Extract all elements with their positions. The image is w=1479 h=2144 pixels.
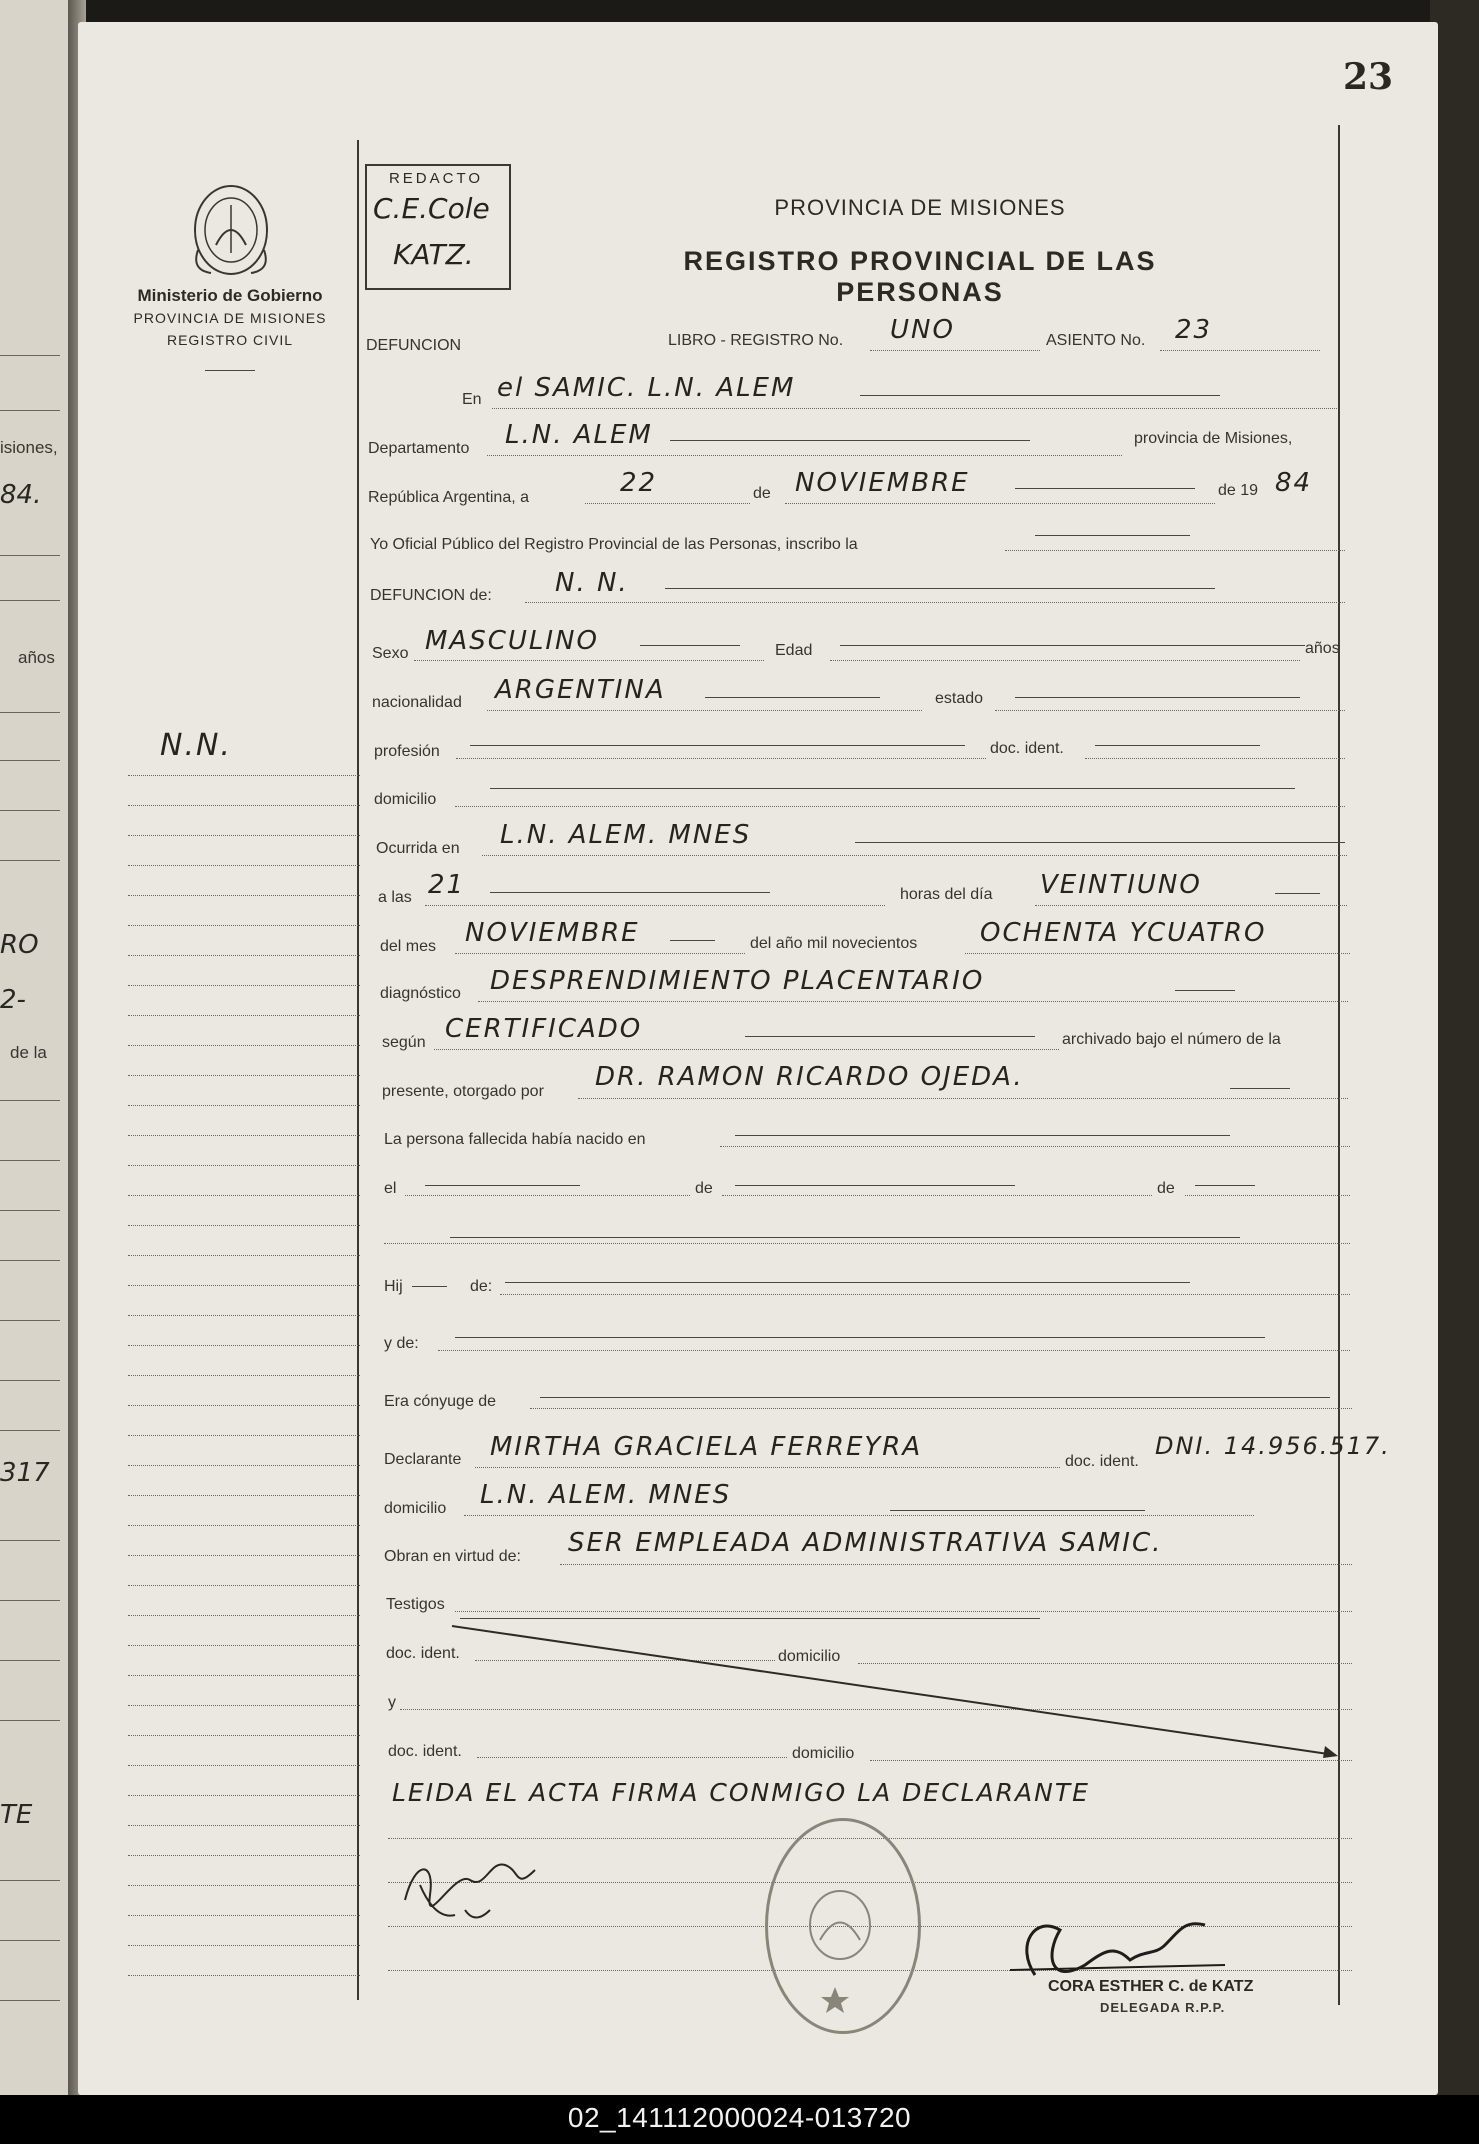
departamento-label: Departamento xyxy=(368,440,470,457)
delmes-value: NOVIEMBRE xyxy=(465,918,640,948)
asiento-value: 23 xyxy=(1175,315,1213,345)
declarante-label: Declarante xyxy=(384,1451,462,1468)
redacto-label: REDACTO xyxy=(388,170,484,187)
declarant-signature xyxy=(395,1840,545,1930)
anos-label: años xyxy=(1305,640,1340,657)
doc2-label: doc. ident. xyxy=(388,1743,462,1760)
left-page-fragment: 317 xyxy=(0,1458,50,1488)
provincia-label: provincia de Misiones, xyxy=(1134,430,1293,447)
segun-label: según xyxy=(382,1034,426,1051)
redacto-name: C.E.Cole xyxy=(373,192,490,225)
margin-name: N.N. xyxy=(160,728,232,763)
nacido-label: La persona fallecida había nacido en xyxy=(384,1131,646,1148)
anio-mil-label: del año mil novecientos xyxy=(750,935,918,952)
strike-line xyxy=(450,1620,1340,1760)
image-caption: 02_141112000024-013720 xyxy=(567,2102,912,2133)
horas-value: VEINTIUNO xyxy=(1040,870,1202,900)
left-page-fragment: isiones, xyxy=(0,438,58,457)
y-label: y xyxy=(388,1694,396,1711)
edad-label: Edad xyxy=(775,642,813,659)
nacionalidad-label: nacionalidad xyxy=(372,694,462,711)
left-page-fragment: 2- xyxy=(0,985,26,1015)
de2-label: de xyxy=(695,1180,713,1197)
hij-label: Hij xyxy=(384,1278,403,1295)
diagnostico-value: DESPRENDIMIENTO PLACENTARIO xyxy=(490,966,985,996)
segun-value: CERTIFICADO xyxy=(445,1014,643,1044)
obran-value: SER EMPLEADA ADMINISTRATIVA SAMIC. xyxy=(568,1528,1163,1558)
obran-label: Obran en virtud de: xyxy=(384,1548,521,1565)
ministry-heading xyxy=(105,285,355,351)
declarante-value: MIRTHA GRACIELA FERREYRA xyxy=(490,1432,923,1462)
deceased-name-value: N. N. xyxy=(555,568,629,598)
alas-label: a las xyxy=(378,889,412,906)
ministry-title: Ministerio de Gobierno xyxy=(137,286,323,305)
defuncion-de-label: DEFUNCION de: xyxy=(370,587,492,604)
redacto-name-2: KATZ. xyxy=(393,238,474,271)
nacionalidad-value: ARGENTINA xyxy=(495,675,666,705)
presente-label: presente, otorgado por xyxy=(382,1083,544,1100)
diagnostico-label: diagnóstico xyxy=(380,985,461,1002)
delmes-label: del mes xyxy=(380,938,437,955)
year-value: 84 xyxy=(1275,468,1313,498)
dom4-label: domicilio xyxy=(792,1745,855,1762)
de3-label: de xyxy=(1157,1180,1175,1197)
republica-label: República Argentina, a xyxy=(368,489,529,506)
domicilio-label: domicilio xyxy=(374,791,437,808)
hij-de-label: de: xyxy=(470,1278,493,1295)
ocurrida-value: L.N. ALEM. MNES xyxy=(500,820,752,850)
asiento-label: ASIENTO No. xyxy=(1046,332,1146,349)
previous-page xyxy=(0,0,78,2095)
departamento-value: L.N. ALEM xyxy=(505,420,653,450)
el-label: el xyxy=(384,1180,397,1197)
libro-label: LIBRO - REGISTRO No. xyxy=(668,332,844,349)
officer-title: DELEGADA R.P.P. xyxy=(1100,2000,1226,2015)
crest-icon xyxy=(186,175,276,280)
profesion-label: profesión xyxy=(374,743,440,760)
dom3-label: domicilio xyxy=(778,1648,841,1665)
ocurrida-label: Ocurrida en xyxy=(376,840,460,857)
doc1-label: doc. ident. xyxy=(386,1645,460,1662)
declarante-doc-value: DNI. 14.956.517. xyxy=(1155,1432,1391,1460)
domicilio2-label: domicilio xyxy=(384,1500,447,1517)
alas-value: 21 xyxy=(428,870,466,900)
sexo-value: MASCULINO xyxy=(425,626,599,656)
closing-sentence: LEIDA EL ACTA FIRMA CONMIGO LA DECLARANTE xyxy=(392,1778,1090,1807)
horas-label: horas del día xyxy=(900,886,993,903)
testigos-label: Testigos xyxy=(386,1596,445,1613)
libro-value: UNO xyxy=(890,315,955,345)
de19-label: de 19 xyxy=(1218,482,1259,499)
day-value: 22 xyxy=(620,468,658,498)
sexo-label: Sexo xyxy=(372,645,409,662)
declarante-doc-label: doc. ident. xyxy=(1065,1453,1139,1470)
domicilio2-value: L.N. ALEM. MNES xyxy=(480,1480,732,1510)
left-page-fragment: 84. xyxy=(0,480,42,510)
yde-label: y de: xyxy=(384,1335,419,1352)
left-page-fragment: de la xyxy=(10,1043,47,1062)
page-number: 23 xyxy=(1343,56,1394,98)
stamp-star-icon xyxy=(820,1985,850,2015)
stamp-crest-icon xyxy=(795,1885,885,1965)
registry-title: REGISTRO PROVINCIAL DE LAS PERSONAS xyxy=(683,246,1157,307)
ministry-province: PROVINCIA DE MISIONES xyxy=(133,310,327,326)
doc-ident-label: doc. ident. xyxy=(990,740,1064,757)
province-title: PROVINCIA DE MISIONES xyxy=(774,195,1066,220)
de-label: de xyxy=(753,485,771,502)
estado-label: estado xyxy=(935,690,984,707)
left-page-fragment: RO xyxy=(0,930,39,960)
presente-value: DR. RAMON RICARDO OJEDA. xyxy=(595,1062,1024,1092)
officer-name: CORA ESTHER C. de KATZ xyxy=(1048,1978,1254,1995)
left-page-fragment: años xyxy=(18,648,55,667)
ministry-civil-registry: REGISTRO CIVIL xyxy=(166,332,294,348)
left-page-fragment: TE xyxy=(0,1800,33,1830)
record-type: DEFUNCION xyxy=(366,337,462,354)
en-label: En xyxy=(462,391,482,408)
archivado-label: archivado bajo el número de la xyxy=(1062,1031,1281,1048)
month-value: NOVIEMBRE xyxy=(795,468,970,498)
conyuge-label: Era cónyuge de xyxy=(384,1393,497,1410)
oficial-label: Yo Oficial Público del Registro Provincial de las Personas, inscribo la xyxy=(370,536,858,553)
anio-mil-value: OCHENTA YCUATRO xyxy=(980,918,1267,948)
en-value: el SAMIC. L.N. ALEM xyxy=(497,373,796,403)
form-left-border xyxy=(357,140,359,2000)
